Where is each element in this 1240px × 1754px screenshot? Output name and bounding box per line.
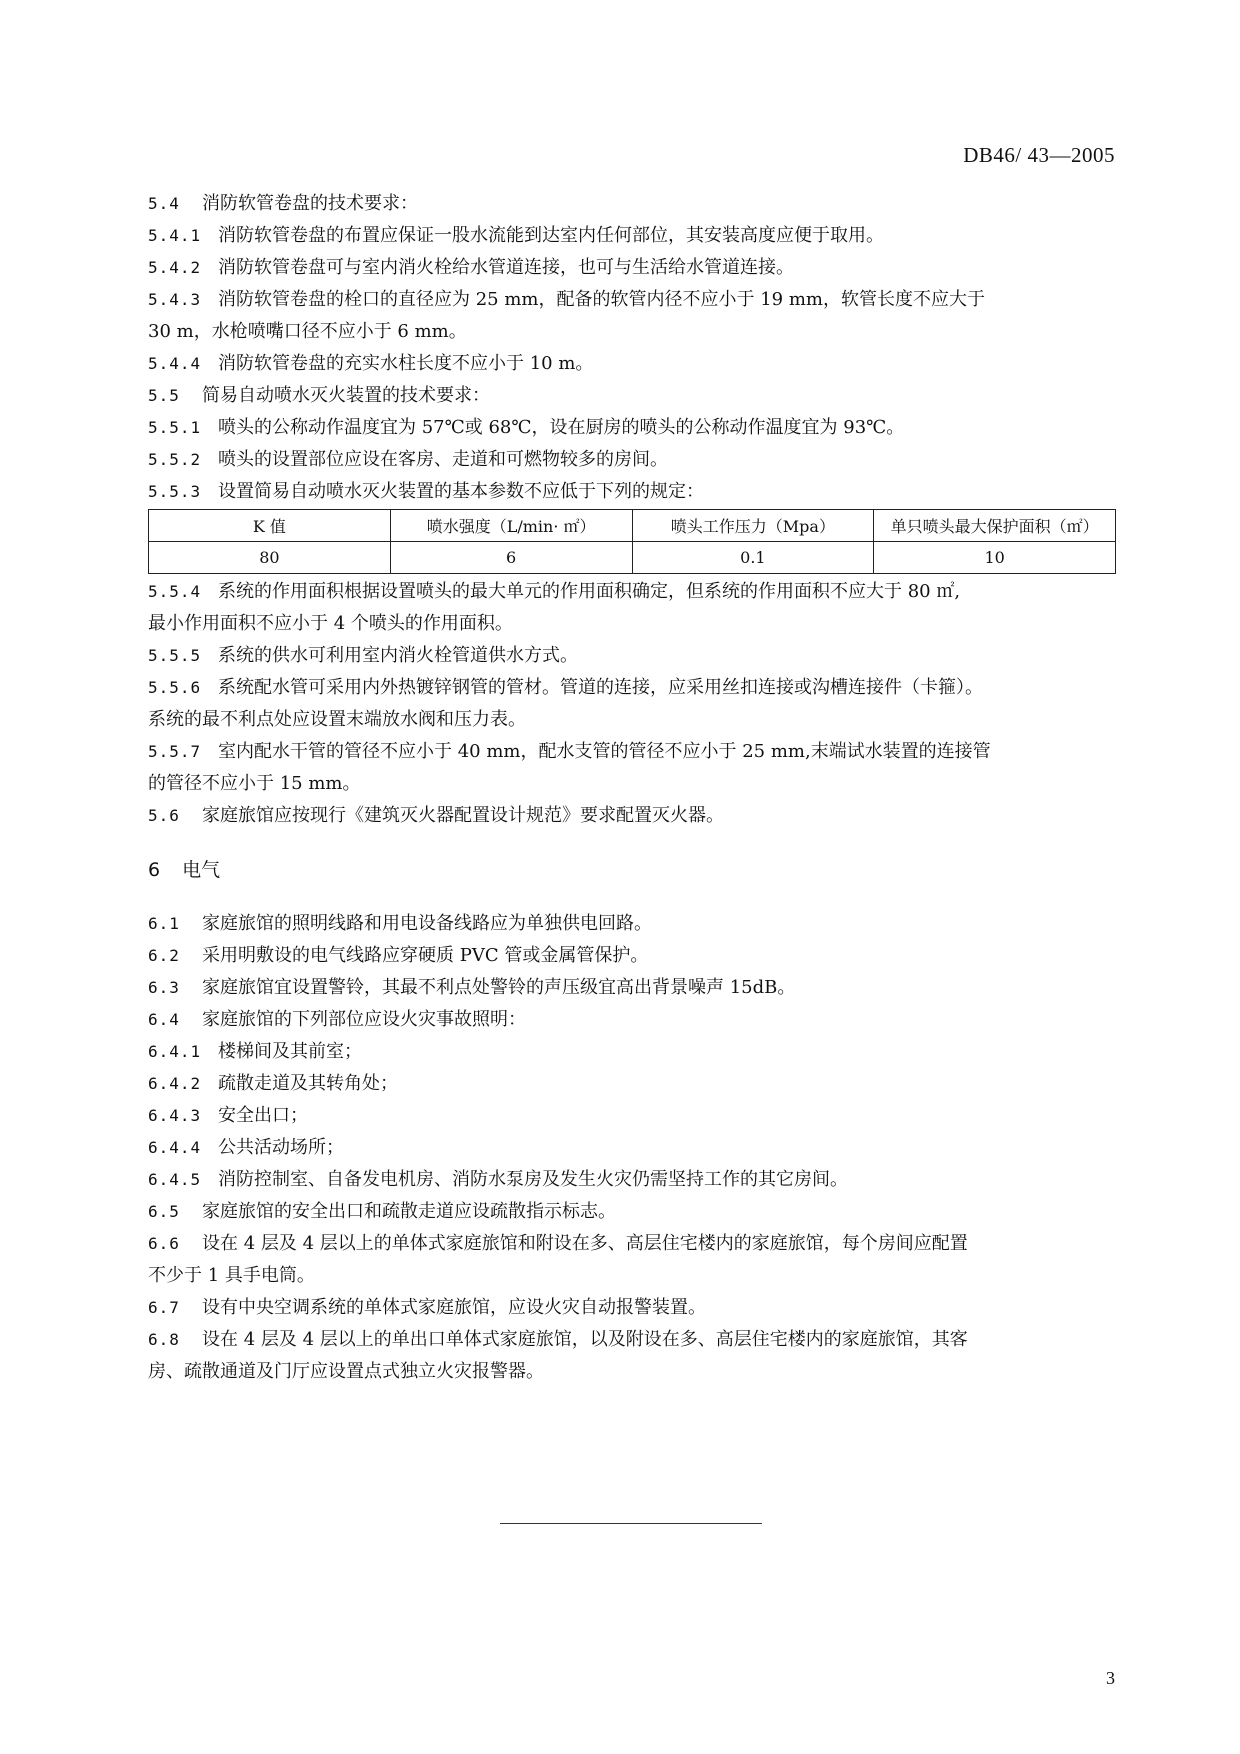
clause-text: 家庭旅馆的照明线路和用电设备线路应为单独供电回路。 (202, 913, 652, 934)
clause-number: 6.8 (148, 1330, 180, 1349)
clause-5-4-3-cont: 30 m，水枪喷嘴口径不应小于 6 mm。 (148, 321, 467, 342)
table-cell: 80 (149, 542, 391, 574)
clause-text: 消防软管卷盘的技术要求： (202, 193, 418, 214)
clause-5-5-2 (148, 444, 1116, 476)
clause-number: 5.6 (148, 806, 180, 825)
clause-number: 6.4.3 (148, 1106, 202, 1125)
clause-5-5-4 (148, 576, 1116, 608)
document-body (148, 188, 1116, 1388)
clause-5-5-7-cont: 的管径不应小于 15 mm。 (148, 773, 361, 794)
section-heading-6 (148, 854, 1116, 886)
clause-number: 6.5 (148, 1202, 180, 1221)
clause-number: 5.4 (148, 194, 180, 213)
clause-text: 安全出口； (218, 1105, 308, 1126)
table-header-cell: 喷水强度（L/min· ㎡） (390, 510, 632, 542)
clause-text: 设在 4 层及 4 层以上的单出口单体式家庭旅馆，以及附设在多、高层住宅楼内的家庭旅馆，其客 (202, 1329, 968, 1350)
table-cell: 0.1 (632, 542, 874, 574)
table-header-cell: K 值 (149, 510, 391, 542)
clause-number: 5.5.5 (148, 646, 202, 665)
clause-number: 6.4.2 (148, 1074, 202, 1093)
clause-text: 喷头的公称动作温度宜为 57℃或 68℃，设在厨房的喷头的公称动作温度宜为 93℃。 (218, 417, 905, 438)
clause-6-2 (148, 940, 1116, 972)
clause-text: 家庭旅馆宜设置警铃，其最不利点处警铃的声压级宜高出背景噪声 15dB。 (202, 977, 796, 998)
clause-text: 消防软管卷盘的布置应保证一股水流能到达室内任何部位，其安装高度应便于取用。 (218, 225, 884, 246)
clause-text: 喷头的设置部位应设在客房、走道和可燃物较多的房间。 (218, 449, 668, 470)
clause-5-4-2 (148, 252, 1116, 284)
clause-number: 6.7 (148, 1298, 180, 1317)
section-number: 6 (148, 859, 161, 881)
clause-5-4-4 (148, 348, 1116, 380)
clause-text: 消防软管卷盘的栓口的直径应为 25 mm，配备的软管内径不应小于 19 mm，软管长度不应大于 (218, 289, 985, 310)
clause-text: 设置简易自动喷水灭火装置的基本参数不应低于下列的规定： (218, 481, 704, 502)
clause-number: 5.5.1 (148, 418, 202, 437)
clause-text: 室内配水干管的管径不应小于 40 mm，配水支管的管径不应小于 25 mm,末端试水装置的连接管 (218, 741, 991, 762)
clause-6-3 (148, 972, 1116, 1004)
clause-5-5-1 (148, 412, 1116, 444)
clause-number: 6.4 (148, 1010, 180, 1029)
table-cell: 6 (390, 542, 632, 574)
clause-5-5-7 (148, 736, 1116, 768)
clause-number: 6.4.1 (148, 1042, 202, 1061)
clause-text: 消防软管卷盘可与室内消火栓给水管道连接，也可与生活给水管道连接。 (218, 257, 794, 278)
table-row (149, 542, 1116, 574)
clause-number: 5.5.3 (148, 482, 202, 501)
clause-5-5-4-cont: 最小作用面积不应小于 4 个喷头的作用面积。 (148, 613, 513, 634)
clause-6-4-1 (148, 1036, 1116, 1068)
clause-text: 消防控制室、自备发电机房、消防水泵房及发生火灾仍需坚持工作的其它房间。 (218, 1169, 848, 1190)
clause-5-5-6 (148, 672, 1116, 704)
clause-text: 设有中央空调系统的单体式家庭旅馆，应设火灾自动报警装置。 (202, 1297, 706, 1318)
clause-text: 采用明敷设的电气线路应穿硬质 PVC 管或金属管保护。 (202, 945, 649, 966)
clause-5-5 (148, 380, 1116, 412)
clause-5-5-3 (148, 476, 1116, 508)
clause-text: 家庭旅馆应按现行《建筑灭火器配置设计规范》要求配置灭火器。 (202, 805, 724, 826)
clause-6-4 (148, 1004, 1116, 1036)
clause-6-1 (148, 908, 1116, 940)
clause-text: 系统的作用面积根据设置喷头的最大单元的作用面积确定，但系统的作用面积不应大于 80 ㎡, (218, 581, 961, 602)
clause-6-5 (148, 1196, 1116, 1228)
table-header-cell: 单只喷头最大保护面积（㎡） (874, 510, 1116, 542)
clause-number: 5.5.6 (148, 678, 202, 697)
clause-text: 楼梯间及其前室； (218, 1041, 362, 1062)
clause-number: 5.5.4 (148, 582, 202, 601)
end-of-document-rule (500, 1523, 762, 1524)
clause-6-6 (148, 1228, 1116, 1260)
clause-text: 系统的供水可利用室内消火栓管道供水方式。 (218, 645, 578, 666)
standard-code: DB46/ 43—2005 (963, 143, 1115, 167)
clause-number: 5.4.4 (148, 354, 202, 373)
clause-number: 6.3 (148, 978, 180, 997)
clause-5-5-6-cont: 系统的最不利点处应设置末端放水阀和压力表。 (148, 709, 526, 730)
clause-text: 家庭旅馆的下列部位应设火灾事故照明： (202, 1009, 526, 1030)
clause-5-5-5 (148, 640, 1116, 672)
clause-6-4-2 (148, 1068, 1116, 1100)
clause-number: 6.4.4 (148, 1138, 202, 1157)
clause-6-4-5 (148, 1164, 1116, 1196)
clause-5-6 (148, 800, 1116, 832)
clause-text: 简易自动喷水灭火装置的技术要求： (202, 385, 490, 406)
clause-text: 系统配水管可采用内外热镀锌钢管的管材。管道的连接，应采用丝扣连接或沟槽连接件（卡箍）。 (218, 677, 983, 698)
table-header-row (149, 510, 1116, 542)
clause-5-4 (148, 188, 1116, 220)
clause-text: 疏散走道及其转角处； (218, 1073, 398, 1094)
clause-6-6-cont: 不少于 1 具手电筒。 (148, 1265, 315, 1286)
clause-number: 6.1 (148, 914, 180, 933)
clause-5-4-1 (148, 220, 1116, 252)
clause-number: 6.2 (148, 946, 180, 965)
clause-number: 5.5.2 (148, 450, 202, 469)
clause-text: 设在 4 层及 4 层以上的单体式家庭旅馆和附设在多、高层住宅楼内的家庭旅馆，每个房间应配置 (202, 1233, 968, 1254)
clause-number: 6.4.5 (148, 1170, 202, 1189)
clause-text: 公共活动场所； (218, 1137, 344, 1158)
clause-6-4-3 (148, 1100, 1116, 1132)
section-title: 电气 (182, 859, 221, 881)
clause-6-4-4 (148, 1132, 1116, 1164)
table-cell: 10 (874, 542, 1116, 574)
clause-text: 家庭旅馆的安全出口和疏散走道应设疏散指示标志。 (202, 1201, 616, 1222)
section-gap (148, 832, 1116, 854)
section-gap (148, 886, 1116, 908)
clause-number: 5.4.3 (148, 290, 202, 309)
clause-5-4-3 (148, 284, 1116, 316)
sprinkler-parameter-table (148, 509, 1116, 574)
clause-6-7 (148, 1292, 1116, 1324)
clause-text: 消防软管卷盘的充实水柱长度不应小于 10 m。 (218, 353, 594, 374)
clause-number: 5.4.2 (148, 258, 202, 277)
clause-number: 5.5.7 (148, 742, 202, 761)
table-header-cell: 喷头工作压力（Mpa） (632, 510, 874, 542)
clause-6-8 (148, 1324, 1116, 1356)
page-number: 3 (1106, 1668, 1115, 1688)
clause-number: 6.6 (148, 1234, 180, 1253)
clause-6-8-cont: 房、疏散通道及门厅应设置点式独立火灾报警器。 (148, 1361, 544, 1382)
clause-number: 5.4.1 (148, 226, 202, 245)
clause-number: 5.5 (148, 386, 180, 405)
